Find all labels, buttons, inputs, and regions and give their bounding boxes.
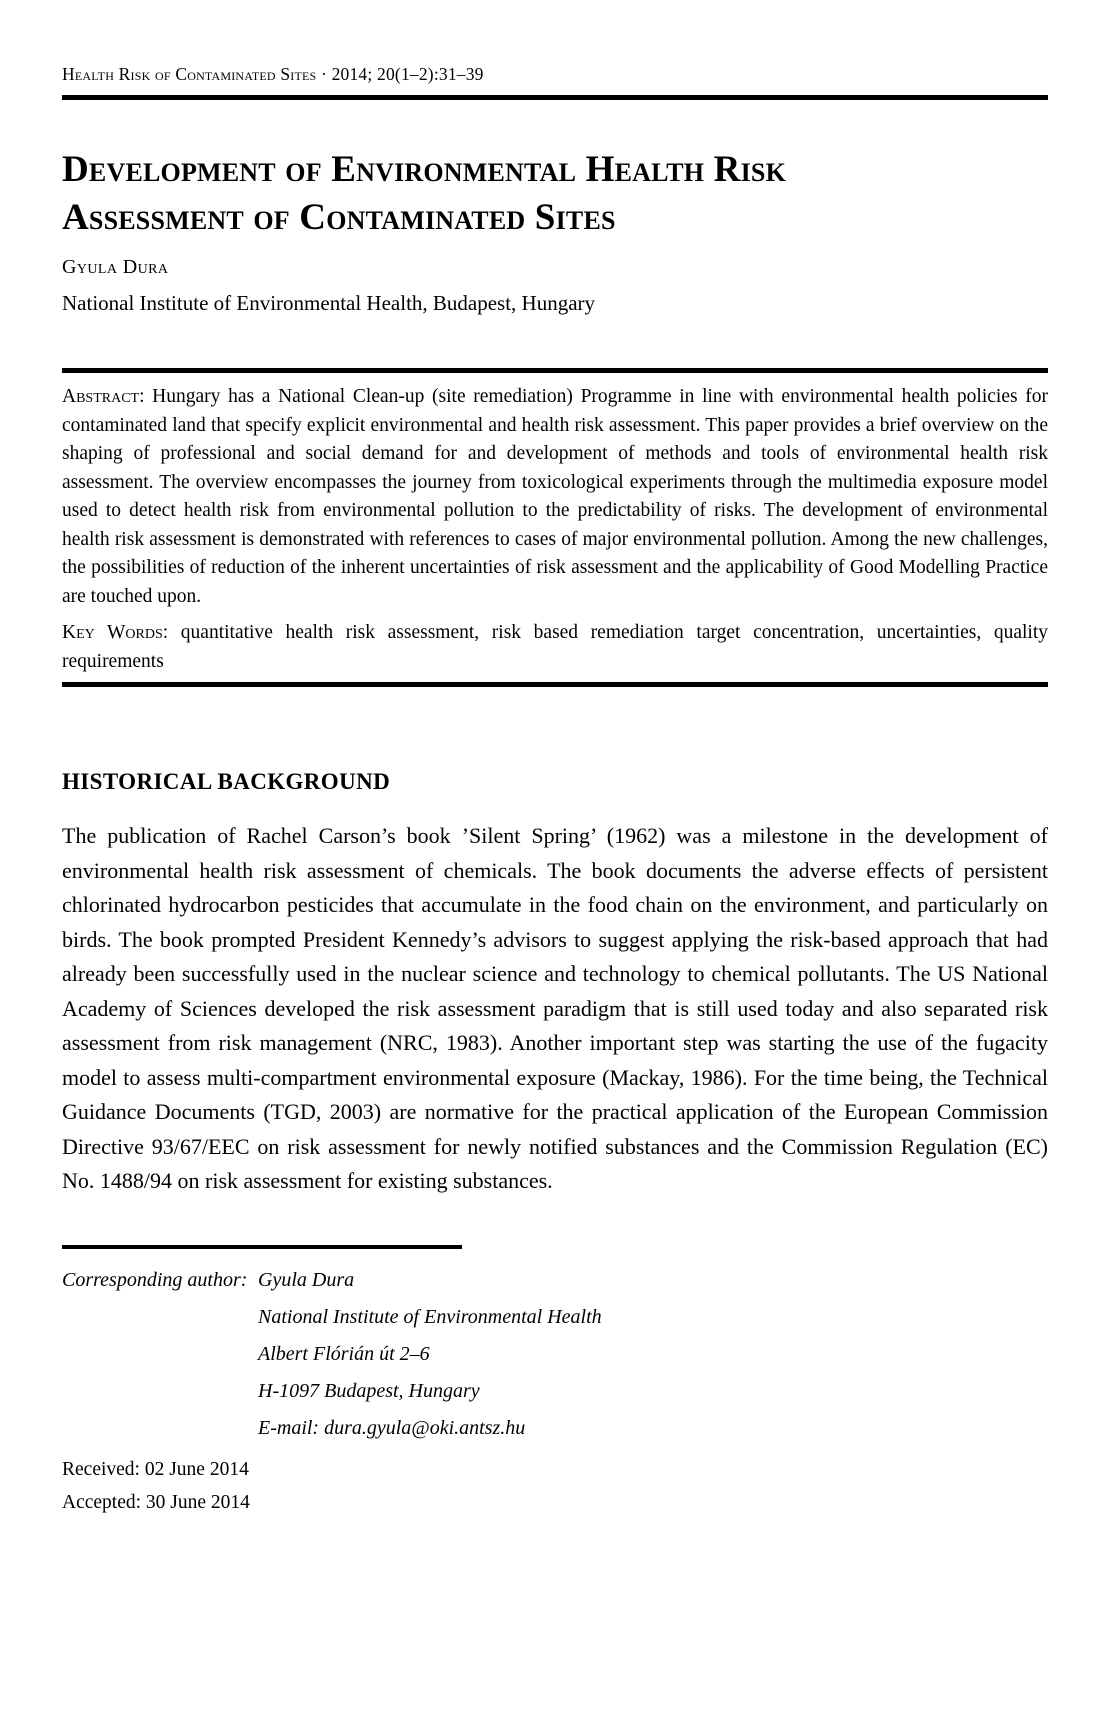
author-name: Gyula Dura: [62, 256, 169, 278]
corresponding-line-name: Gyula Dura: [258, 1268, 355, 1291]
keywords-text: quantitative health risk assessment, risk based remediation target concentration, uncertainties, quality requirements: [62, 622, 1048, 672]
abstract-bottom-divider: [62, 682, 1048, 687]
corresponding-author-block: [62, 1262, 1048, 1447]
received-date: Received: 02 June 2014: [62, 1458, 249, 1480]
body-paragraph: The publication of Rachel Carson’s book ’Silent Spring’ (1962) was a milestone in the development of environmental health risk assessment of chemicals. The book documents the adverse effects of persistent chlorinated hydrocarbon pesticides that accumulate in the food chain on the environment, and particularly on birds. The book prompted President Kennedy’s advisors to suggest applying the risk-based approach that had already been successfully used in the nuclear science and technology to chemical pollutants. The US National Academy of Sciences developed the risk assessment paradigm that is still used today and also separated risk assessment from risk management (NRC, 1983). Another important step was starting the use of the fugacity model to assess multi-compartment environmental exposure (Mackay, 1986). For the time being, the Technical Guidance Documents (TGD, 2003) are normative for the practical application of the European Commission Directive 93/67/EEC on risk assessment for newly notified substances and the Commission Regulation (EC) No. 1488/94 on risk assessment for existing substances.: [62, 823, 1048, 1193]
author-affiliation: National Institute of Environmental Health, Budapest, Hungary: [62, 291, 596, 315]
abstract-label: Abstract:: [62, 386, 145, 407]
article-title-line-2: Assessment of Contaminated Sites: [62, 197, 616, 238]
abstract-text: Hungary has a National Clean-up (site remediation) Programme in line with environmental health policies for contaminated land that specify explicit environmental and health risk assessment. This paper provides a brief overview on the shaping of professional and social demand for and development of methods and tools of environmental health risk assessment. The overview encompasses the journey from toxicological experiments through the multimedia exposure model used to detect health risk from environmental pollution to the predictability of risks. The development of environmental health risk assessment is demonstrated with references to cases of major environmental pollution. Among the new challenges, the possibilities of reduction of the inherent uncertainties of risk assessment and the applicability of Good Modelling Practice are touched upon.: [62, 386, 1048, 607]
abstract-section: [62, 368, 1048, 687]
keywords-paragraph: [62, 619, 1048, 676]
abstract-inner: [62, 373, 1048, 682]
abstract-paragraph: [62, 383, 1048, 611]
accepted-date: Accepted: 30 June 2014: [62, 1491, 250, 1513]
section-heading: HISTORICAL BACKGROUND: [62, 769, 391, 794]
corresponding-author-label: Corresponding author:: [62, 1268, 248, 1291]
keywords-label: Key Words:: [62, 622, 169, 643]
footnote-divider: [62, 1245, 462, 1249]
corresponding-line-city: H-1097 Budapest, Hungary: [258, 1379, 480, 1402]
corresponding-line-street: Albert Flórián út 2–6: [258, 1342, 430, 1365]
corresponding-line-email: E-mail: dura.gyula@oki.antsz.hu: [258, 1416, 526, 1439]
journal-header: Health Risk of Contaminated Sites · 2014; 20(1–2):31–39: [62, 64, 484, 84]
corresponding-line-institute: National Institute of Environmental Health: [258, 1305, 602, 1328]
article-title-line-1: Development of Environmental Health Risk: [62, 149, 786, 190]
corresponding-author-details: [258, 1262, 602, 1447]
header-divider: [62, 95, 1048, 100]
dates-block: [62, 1453, 1048, 1519]
article-title: [62, 146, 1048, 242]
